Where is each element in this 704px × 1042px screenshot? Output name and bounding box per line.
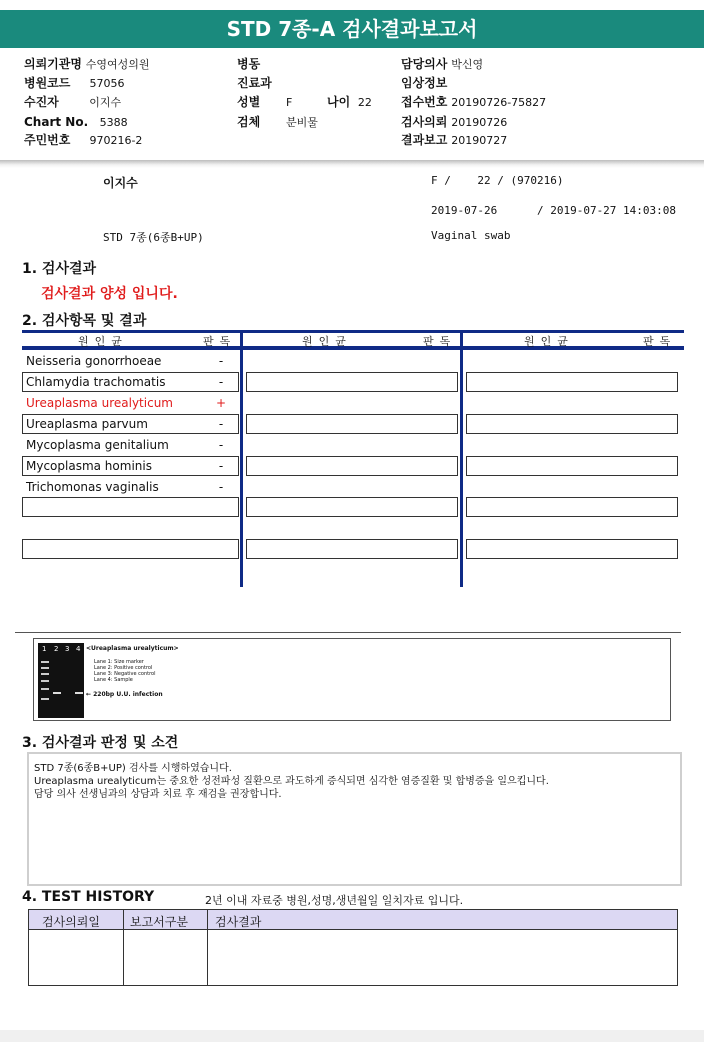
gel-electrophoresis-image — [38, 643, 84, 718]
col-head-organism-2: 원인균 — [302, 335, 352, 348]
row-box — [466, 539, 678, 559]
item-result: - — [218, 375, 224, 389]
gel-band — [41, 673, 49, 675]
item-name-positive: Ureaplasma urealyticum — [26, 396, 173, 410]
item-result: - — [218, 480, 224, 494]
row-box — [246, 414, 458, 434]
specimen-type: Vaginal swab — [431, 229, 511, 242]
item-name: Trichomonas vaginalis — [26, 480, 159, 494]
table-divider-1 — [240, 330, 243, 587]
header-request-date: 검사의뢰 20190726 — [401, 115, 508, 129]
header-receipt-no: 접수번호 20190726-75827 — [401, 95, 547, 109]
gel-band — [41, 661, 49, 663]
opinion-line: STD 7종(6종B+UP) 검사를 시행하였습니다. — [34, 763, 232, 774]
row-box — [22, 497, 239, 517]
gel-band — [75, 692, 83, 694]
item-name: Chlamydia trachomatis — [26, 375, 166, 389]
history-col-request-date: 검사의뢰일 — [42, 915, 100, 929]
row-box — [246, 456, 458, 476]
header-sex-value: F — [286, 96, 293, 109]
gel-band — [41, 680, 49, 682]
gel-title: <Ureaplasma urealyticum> — [86, 645, 179, 652]
result-message: 검사결과 양성 입니다. — [41, 286, 178, 302]
section3-title: 3. 검사결과 판정 및 소견 — [22, 735, 179, 751]
section2-title: 2. 검사항목 및 결과 — [22, 313, 147, 329]
lane-number: 4 — [76, 645, 81, 653]
opinion-line: 담당 의사 선생님과의 상담과 치료 후 재검을 권장합니다. — [34, 789, 282, 800]
header-hospital: 의뢰기관명 수영여성의원 — [24, 57, 150, 71]
col-head-result-1: 판독 — [203, 335, 237, 348]
header-ward: 병동 — [237, 57, 261, 71]
gel-band — [53, 692, 61, 694]
gel-legend-item: Lane 4: Sample — [94, 677, 133, 683]
lane-number: 2 — [54, 645, 59, 653]
row-box — [466, 372, 678, 392]
item-name: Mycoplasma genitalium — [26, 438, 169, 452]
gel-band-annotation: ← 220bp U.U. infection — [86, 691, 163, 698]
section1-title: 1. 검사결과 — [22, 261, 97, 277]
header-doctor: 담당의사 박신영 — [401, 57, 484, 71]
col-head-organism-1: 원인균 — [78, 335, 128, 348]
item-result: - — [218, 354, 224, 368]
history-note: 2년 이내 자료중 병원,성명,생년월일 일치자료 입니다. — [205, 894, 464, 907]
gel-legend-item: Lane 1: Size marker — [94, 659, 144, 665]
history-col-result: 검사결과 — [215, 915, 262, 929]
gel-band — [41, 688, 49, 690]
item-name: Ureaplasma parvum — [26, 417, 148, 431]
header-resident-no: 주민번호 970216-2 — [24, 133, 143, 147]
header-specimen-value: 분비물 — [286, 116, 318, 129]
section-separator — [15, 632, 681, 633]
header-specimen-label: 검체 — [237, 115, 261, 129]
table-divider-2 — [460, 330, 463, 587]
row-box — [246, 372, 458, 392]
item-result: - — [218, 459, 224, 473]
header-age: 나이 22 — [327, 95, 372, 109]
header-patient: 수진자 이지수 — [24, 95, 122, 109]
patient-sex-age: F / 22 / (970216) — [431, 174, 564, 187]
lane-number: 1 — [42, 645, 47, 653]
history-col-divider — [207, 910, 208, 985]
header-clinical-info: 임상정보 — [401, 76, 448, 90]
header-chart-no: Chart No. 5388 — [24, 115, 128, 129]
gel-band — [41, 698, 49, 700]
gel-band — [41, 667, 49, 669]
col-head-organism-3: 원인균 — [524, 335, 574, 348]
item-result: - — [218, 417, 224, 431]
row-box — [466, 456, 678, 476]
lane-number: 3 — [65, 645, 70, 653]
history-table — [28, 909, 678, 986]
row-box — [22, 539, 239, 559]
header-dept: 진료과 — [237, 76, 272, 90]
header-divider — [0, 160, 704, 168]
header-report-date: 결과보고 20190727 — [401, 133, 508, 147]
col-head-result-3: 판독 — [643, 335, 677, 348]
footer-bar — [0, 1030, 704, 1042]
item-result-positive: + — [215, 396, 227, 410]
patient-dates: 2019-07-26 / 2019-07-27 14:03:08 — [431, 204, 677, 217]
report-title: STD 7종-A 검사결과보고서 — [0, 10, 704, 48]
opinion-line: Ureaplasma urealyticum는 중요한 성전파성 질환으로 과도하게 증식되면 심각한 염증질환 및 합병증을 일으킵니다. — [34, 776, 549, 787]
item-name: Mycoplasma hominis — [26, 459, 152, 473]
row-box — [466, 414, 678, 434]
row-box — [246, 497, 458, 517]
test-name: STD 7종(6종B+UP) — [103, 231, 204, 244]
gel-legend-item: Lane 3: Negative control — [94, 671, 156, 677]
history-col-divider — [123, 910, 124, 985]
patient-name: 이지수 — [103, 176, 138, 190]
history-table-header — [29, 910, 677, 930]
item-name: Neisseria gonorrhoeae — [26, 354, 162, 368]
history-col-report-type: 보고서구분 — [130, 915, 188, 929]
item-result: - — [218, 438, 224, 452]
col-head-result-2: 판독 — [423, 335, 457, 348]
gel-legend-item: Lane 2: Positive control — [94, 665, 153, 671]
row-box — [466, 497, 678, 517]
section4-title: 4. TEST HISTORY — [22, 889, 155, 905]
header-hospital-code: 병원코드 57056 — [24, 76, 125, 90]
header-sex-label: 성별 — [237, 95, 261, 109]
row-box — [246, 539, 458, 559]
